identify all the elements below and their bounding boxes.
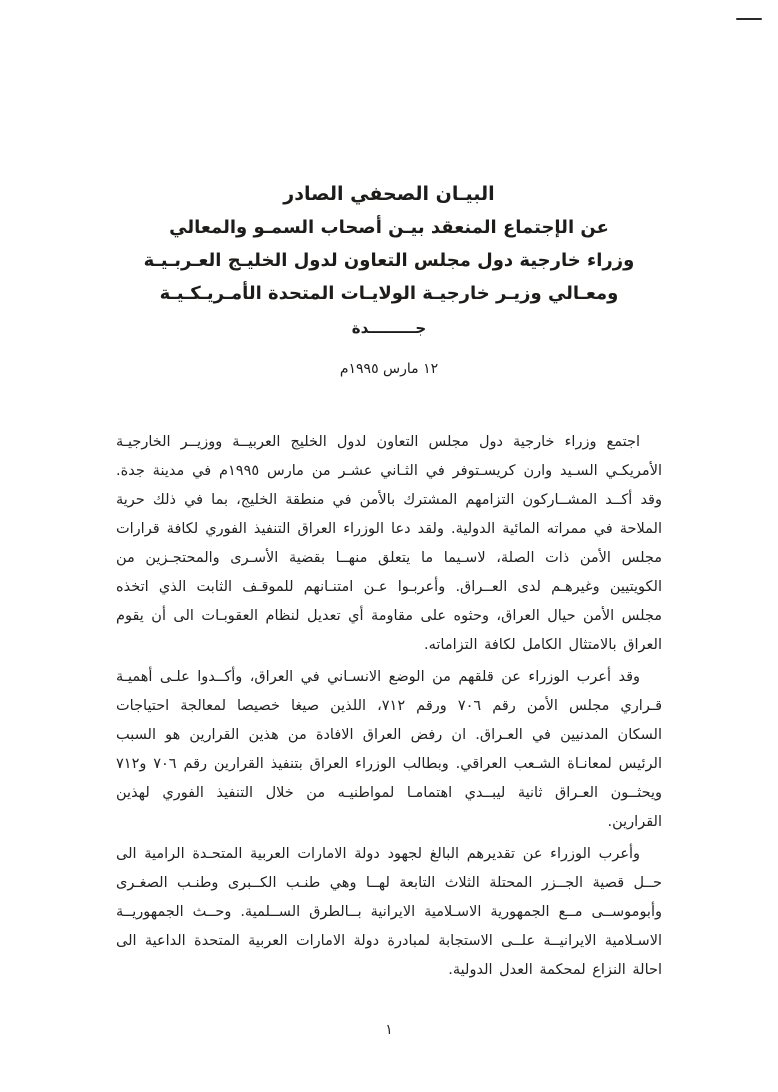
- meeting-location: جـــــــــدة: [351, 319, 427, 337]
- document-content: [116, 178, 662, 988]
- top-corner-dash: [736, 18, 762, 20]
- paragraph-1: اجتمع وزراء خارجية دول مجلس التعاون لدول الخليج العربيــة ووزيــر الخارجيـة الأمريكـي السـيد وارن كريسـتوفر في الثـاني عشـر من مارس ١٩٩٥م في مدينة جدة. وقد أكــد المشــاركون التزامهم المشترك بالأمن في منطقة الخليج، بما في ذلك حرية الملاحة في ممراته المائية الدولية. ولقد دعا الوزراء العراق التنفيذ الفوري لكافة قرارات مجلس الأمن ذات الصلة، لاسـيما ما يتعلق منهــا بقضية الأسـرى والمحتجـزين من الكويتيين وغيرهـم لدى العــراق. وأعربـوا عـن امتنـانهم للموقـف الثابت الذي اتخذه مجلس الأمن حيال العراق، وحثوه على مقاومة أي تعديل لنظام العقوبـات الى أن يقوم العراق بالامتثال الكامل لكافة التزاماته.: [116, 434, 662, 653]
- meeting-date: ١٢ مارس ١٩٩٥م: [339, 361, 439, 377]
- paragraph-2: وقد أعرب الوزراء عن قلقهم من الوضع الانسـاني في العراق، وأكــدوا علـى أهميـة قـراري مجلس الأمن رقم ٧٠٦ ورقم ٧١٢، اللذين صيغا خصيصا لمعالجة احتياجات السكان المدنيين في العـراق. ان رفض العراق الافادة من هذين القرارين هو السبب الرئيس لمعانـاة الشـعب العراقي. وبطالب الوزراء العراق بتنفيذ القرارين رقم ٧٠٦ و٧١٢ ويحثــون العـراق ثانية ليبــدي اهتمامـا لمواطنيـه من خلال التنفيذ الفوري لهذين القرارين.: [116, 669, 662, 830]
- statement-body: [116, 428, 662, 985]
- title-line-1: البيـان الصحفي الصادر: [283, 183, 495, 205]
- title-line-3: وزراء خارجية دول مجلس التعاون لدول الخليـج العـربـيـة: [143, 250, 635, 271]
- title-line-2: عن الإجتماع المنعقد بيـن أصحاب السمـو والمعالي: [169, 217, 609, 238]
- paragraph-3: وأعرب الوزراء عن تقديرهم البالغ لجهود دولة الامارات العربية المتحـدة الرامية الى حــل قصية الجــزر المحتلة الثلاث التابعة لهــا وهي طنـب الكــبرى وطنـب الصغـرى وأبوموســى مــع الجمهورية الاسـلامية الايرانية بــالطرق الســلمية. وحــث الجمهوريــة الاسـلامية الايرانيــة علــى الاستجابة لمبادرة دولة الامارات العربية المتحدة الداعية الى احالة النزاع لمحكمة العدل الدولية.: [116, 846, 662, 978]
- title-line-4: ومعـالي وزيـر خارجيـة الولايـات المتحدة الأمـريـكـيـة: [159, 283, 619, 304]
- page-number: ١: [385, 1022, 393, 1038]
- title-block: [116, 178, 662, 386]
